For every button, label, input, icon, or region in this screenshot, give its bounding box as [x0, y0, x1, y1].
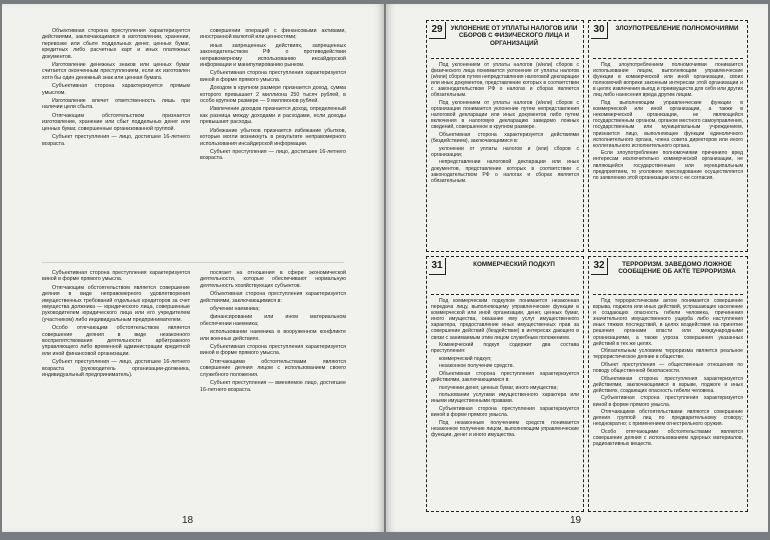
card-header	[431, 260, 579, 295]
card-paragraph: Обязательным условием терроризма является реальное террористическое деяние в обществе.	[593, 348, 743, 361]
card-paragraph: пользовании услугами имущественного характера или иными имущественными правами.	[431, 392, 579, 405]
paragraph: Субъективная сторона преступления характеризуется виной в форме прямого умысла.	[200, 344, 346, 357]
card-header	[593, 260, 743, 295]
page-number-right: 19	[570, 515, 582, 526]
card-paragraph: Объективная сторона преступления характеризуется действиями, заключающимися в взрыве, поджоге и иных действиях, создающих опасность гибели человека.	[593, 375, 743, 394]
paragraph: Отягчающими обстоятельствами являются совершение деяния лицом с использованием своего служебного положения.	[200, 358, 346, 378]
paragraph: Субъективная сторона преступления характеризуется виной в форме прямого умысла.	[200, 70, 346, 83]
card-paragraph: Если злоупотребление полномочиями причинило вред интересам исключительно коммерческой организации, не являющейся государственным или муниципальным предприятием, то уголовное преследование осуществляется по заявлению этой организации или с ее согласия.	[593, 150, 743, 181]
card-number: 29	[429, 22, 446, 39]
left-bottom-column-2	[200, 270, 346, 395]
card-paragraph: Коммерческий подкуп содержит два состава преступления:	[431, 342, 579, 355]
card-number: 32	[591, 258, 608, 275]
paragraph: использовании наемника в вооруженном конфликте или военных действиях.	[200, 329, 346, 342]
card-paragraph: Субъективная сторона преступления характеризуется виной в форме прямого умысла.	[431, 406, 579, 419]
left-page-divider	[42, 262, 344, 263]
card-paragraph: Под незаконным получением средств понимается незаконное получение лицом, выполняющим управленческие функции, денег и иного имущества.	[431, 419, 579, 438]
card-paragraph: Объективная сторона характеризуется действиями (бездействием), заключающимися в:	[431, 132, 579, 145]
paragraph: Особо отягчающим обстоятельством является совершение деяния в виде незаконного воспрепятствования деятельности арбитражного управляющего либо временной администрации кредитной или иной финансовой организации.	[42, 325, 190, 357]
card-paragraph: Отягчающими обстоятельствами являются совершение деяния группой лиц по предварительному сговору; неоднократно; с применением огнестрельного оружия.	[593, 409, 743, 428]
paragraph: Изготовление влечет ответственность лишь при наличии цели сбыта.	[42, 98, 190, 111]
card-31-commercial-bribery	[426, 256, 584, 512]
card-header	[593, 24, 743, 59]
card-paragraph: Под выполняющим управленческие функции в коммерческой или иной организации, а также в некоммерческой организации, не являющейся государственным органом, органом местного самоуправления, государственным или муниципальным учреждением, признается лицо, выполняющее функции единоличного исполнительного органа, члена совета директоров или иного коллегиального исполнительного органа.	[593, 100, 743, 149]
paragraph: Объективная сторона преступления характеризуется действиями, заключающимися в:	[200, 291, 346, 304]
left-page	[2, 4, 384, 532]
paragraph: Изготовление денежных знаков или ценных бумаг считается оконченным преступлением, если их изготовлен хотя бы один денежный знак или ценная бумага.	[42, 62, 190, 81]
paragraph: Субъект преступления — вменяемое лицо, достигшее 16-летнего возраста.	[200, 380, 346, 393]
paragraph: совершении операций с финансовыми активами, иностранной валютой или ценностями;	[200, 28, 346, 41]
left-top-column-2	[200, 28, 346, 164]
card-title: ТЕРРОРИЗМ. ЗАВЕДОМО ЛОЖНОЕ СООБЩЕНИЕ ОБ АКТЕ ТЕРРОРИЗМА	[618, 261, 736, 276]
page-number-left: 18	[182, 515, 194, 526]
paragraph: Отягчающим обстоятельством является совершение деяния в виде неправомерного удовлетворения имущественных требований отдельных кредиторов за счет имущества должника — юридического лица, совершенные руководителем юридического лица или его учредителем (участником) либо индивидуальным предпринимателем.	[42, 284, 190, 323]
paragraph: Объективная сторона преступления характеризуется действиями, заключающимися в изготовлении, хранении, перевозке или сбыте поддельных денег, ценных бумаг, кредитных либо расчетных карт и иных платежных документов.	[42, 28, 190, 60]
paragraph: Избежание убытков признается избежание убытков, которые могли возникнуть в результате неправомерного использования инсайдерской информации.	[200, 127, 346, 147]
card-header	[431, 24, 579, 59]
paragraph: Извлечение доходов признается доход, определенный как разница между доходами и расходами, если доходы превышают расходы.	[200, 106, 346, 126]
card-30-abuse-of-power	[588, 20, 748, 252]
paragraph: Субъективная сторона характеризуется прямым умыслом.	[42, 83, 190, 96]
right-page	[386, 4, 768, 532]
card-32-terrorism	[588, 256, 748, 512]
card-paragraph: Субъективная сторона преступления характеризуется виной в форме прямого умысла.	[593, 395, 743, 408]
card-paragraph: получении денег, ценных бумаг, иного имущества;	[439, 384, 558, 391]
paragraph: Субъект преступления — лицо, достигшее 16-летнего возраста (руководитель организации-должника, индивидуальный предприниматель).	[42, 359, 190, 379]
paragraph: Субъект преступления — лицо, достигшее 16-летнего возраста.	[42, 134, 190, 147]
paragraph: иных запрещенных действиях, запрещенных законодательством РФ о противодействии неправомерному использованию инсайдерской информации и манипулированию рынком.	[200, 42, 346, 69]
card-paragraph: Под уклонением от уплаты налогов (и/или) сборов с физического лица понимается уклонение от уплаты налогов (и/или) сборов путем непредставления налоговой декларации или иных документов, представление которых в соответствии с законодательством РФ о налогах и сборах является обязательным.	[431, 62, 579, 99]
card-number: 31	[429, 258, 446, 275]
paragraph: Субъект преступления — лицо, достигшее 16-летнего возраста.	[200, 148, 346, 162]
card-paragraph: Под злоупотреблением полномочиями понимается использование лицом, выполняющим управленческие функции в коммерческой или иной организации, своих полномочий вопреки законным интересам этой организации и в целях извлечения выгод и преимуществ для себя или других лиц либо нанесения вреда другим лицам.	[593, 62, 743, 99]
card-paragraph: Под коммерческим подкупом понимается незаконная передача лицу, выполняющему управленческие функции в коммерческой или иной организации, денег, ценных бумаг, иного имущества, оказание ему услуг имущественного характера, предоставление иных имущественных прав за совершение действий (бездействие) в интересах дающего в связи с занимаемым этим лицом служебным положением.	[431, 298, 579, 341]
card-paragraph: Объективная сторона преступления характеризуется действиями, заключающимися в:	[431, 371, 579, 384]
left-bottom-column-1	[42, 270, 190, 381]
card-title: ЗЛОУПОТРЕБЛЕНИЕ ПОЛНОМОЧИЯМИ	[615, 25, 739, 32]
card-title: УКЛОНЕНИЕ ОТ УПЛАТЫ НАЛОГОВ ИЛИ СБОРОВ С ФИЗИЧЕСКОГО ЛИЦА И ОРГАНИЗАЦИЙ	[450, 25, 578, 47]
paragraph: финансировании или ином материальном обеспечении наемника;	[200, 314, 346, 327]
card-paragraph: Под террористическим актом понимается совершение взрыва, поджога или иных действий, устрашающих население и создающих опасность гибели человека, причинения значительного имущественного ущерба либо наступления иных тяжких последствий, в целях воздействия на принятие решения органами власти или международными организациями, а также угроза совершения указанных действий в тех же целях.	[593, 298, 743, 347]
card-title: КОММЕРЧЕСКИЙ ПОДКУП	[473, 261, 555, 268]
card-paragraph: коммерческий подкуп;	[439, 355, 492, 362]
paragraph: посягает на отношения в сфере экономической деятельности, которые обеспечивают нормальную деятельность хозяйствующих субъектов.	[200, 270, 346, 289]
paragraph: обучении наемника;	[210, 306, 260, 313]
paragraph: Доходом в крупном размере признается доход, сумма которого превышает 2 миллиона 250 тысяч рублей, в особо крупном размере — 9 миллионов рублей.	[200, 85, 346, 105]
left-top-column-1	[42, 28, 190, 149]
card-paragraph: Под уклонением от уплаты налогов (и/или) сборов с организации понимается уклонение путем непредставления налоговой декларации или иных документов либо путем включения в налоговую декларацию заведомо ложных сведений, совершенное в крупном размере.	[431, 100, 579, 131]
paragraph: Субъективная сторона преступления характеризуется виной в форме прямого умысла.	[42, 270, 190, 283]
card-paragraph: Объект преступления — общественные отношения по поводу общественной безопасности.	[593, 361, 743, 375]
card-29-tax-evasion	[426, 20, 584, 252]
paragraph: Отягчающим обстоятельством признается изготовление, хранение или сбыт поддельных денег или ценных бумаг, совершенные организованной группой.	[42, 112, 190, 132]
card-paragraph: Особо отягчающими обстоятельствами являются совершение деяния с использованием ядерных материалов, радиоактивных веществ.	[593, 428, 743, 448]
card-paragraph: уклонении от уплаты налогов и (или) сборов с организации;	[431, 145, 579, 158]
card-number: 30	[591, 22, 608, 39]
card-paragraph: незаконное получение средств.	[439, 363, 514, 370]
card-paragraph: непредставлении налоговой декларации или иных документов, представление которых в соответствии с законодательством РФ о налогах и сборах является обязательным.	[431, 159, 579, 184]
